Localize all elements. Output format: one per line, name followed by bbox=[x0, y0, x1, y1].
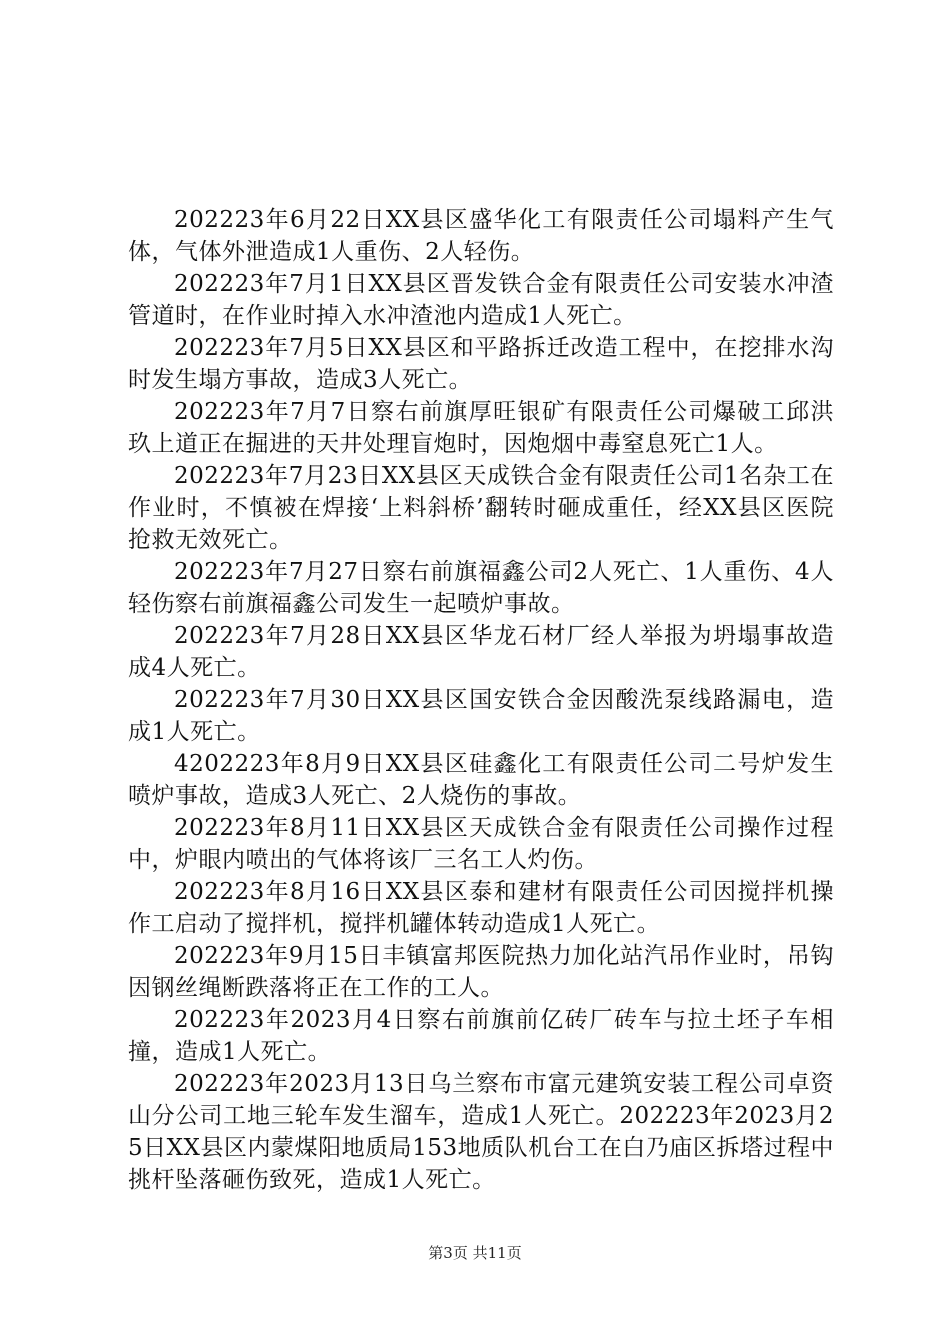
paragraph: 202223年8月16日XX县区泰和建材有限责任公司因搅拌机操作工启动了搅拌机，搅拌机罐体转动造成1人死亡。 bbox=[128, 879, 834, 937]
paragraph: 202223年7月30日XX县区国安铁合金因酸洗泵线路漏电，造成1人死亡。 bbox=[128, 687, 834, 745]
paragraph: 202223年2023月4日察右前旗前亿砖厂砖车与拉土坯子车相撞，造成1人死亡。 bbox=[128, 1007, 834, 1065]
paragraph: 202223年6月22日XX县区盛华化工有限责任公司塌料产生气体，气体外泄造成1人重伤、2人轻伤。 bbox=[128, 207, 834, 265]
paragraph: 202223年7月28日XX县区华龙石材厂经人举报为坍塌事故造成4人死亡。 bbox=[128, 623, 834, 681]
paragraph: 202223年7月23日XX县区天成铁合金有限责任公司1名杂工在作业时，不慎被在焊接‘上料斜桥’翻转时砸成重任，经XX县区医院抢救无效死亡。 bbox=[128, 463, 834, 553]
paragraph: 202223年8月11日XX县区天成铁合金有限责任公司操作过程中，炉眼内喷出的气体将该厂三名工人灼伤。 bbox=[128, 815, 834, 873]
paragraph: 202223年7月5日XX县区和平路拆迁改造工程中，在挖排水沟时发生塌方事故，造成3人死亡。 bbox=[128, 335, 834, 393]
accident-list bbox=[128, 204, 834, 1196]
paragraph: 202223年7月27日察右前旗福鑫公司2人死亡、1人重伤、4人轻伤察右前旗福鑫公司发生一起喷炉事故。 bbox=[128, 559, 834, 617]
paragraph: 202223年7月7日察右前旗厚旺银矿有限责任公司爆破工邱洪玖上道正在掘进的天井处理盲炮时，因炮烟中毒窒息死亡1人。 bbox=[128, 399, 834, 457]
paragraph: 202223年9月15日丰镇富邦医院热力加化站汽吊作业时，吊钩因钢丝绳断跌落将正在工作的工人。 bbox=[128, 943, 834, 1001]
paragraph: 202223年2023月13日乌兰察布市富元建筑安装工程公司卓资山分公司工地三轮车发生溜车，造成1人死亡。202223年2023月25日XX县区内蒙煤阳地质局153地质队机台工在白乃庙区拆塔过程中挑杆坠落砸伤致死，造成1人死亡。 bbox=[128, 1071, 834, 1193]
page-number-footer: 第3页 共11页 bbox=[428, 1244, 522, 1262]
paragraph: 4202223年8月9日XX县区硅鑫化工有限责任公司二号炉发生喷炉事故，造成3人死亡、2人烧伤的事故。 bbox=[128, 751, 834, 809]
paragraph: 202223年7月1日XX县区晋发铁合金有限责任公司安装水冲渣管道时，在作业时掉入水冲渣池内造成1人死亡。 bbox=[128, 271, 834, 329]
